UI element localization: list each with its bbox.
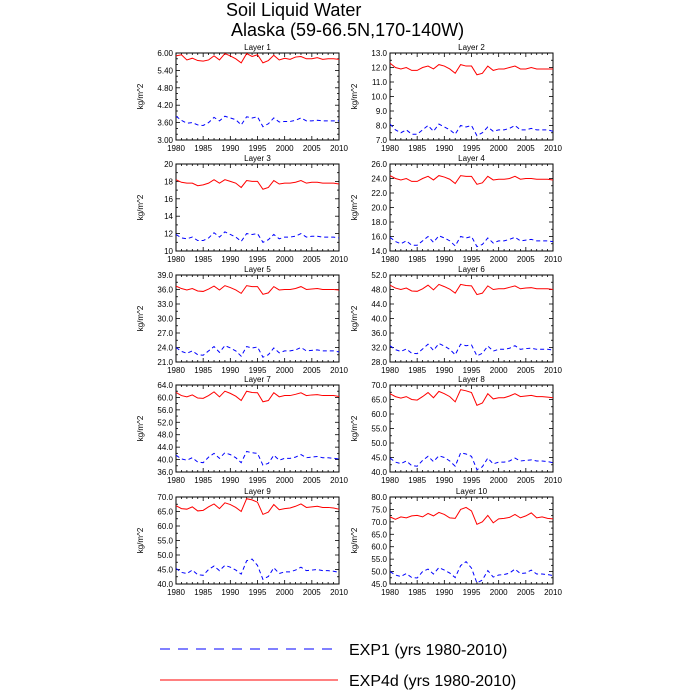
x-tick-label: 2010	[544, 255, 562, 264]
chart-panel	[350, 265, 562, 375]
figure-title: Soil Liquid Water	[226, 0, 362, 20]
y-tick-label: 10	[164, 247, 173, 256]
panel-title: Layer 4	[458, 154, 485, 163]
x-tick-label: 2005	[516, 144, 535, 153]
x-tick-label: 2000	[275, 476, 294, 485]
y-tick-label: 4.80	[157, 83, 173, 93]
series-line-exp4d	[176, 180, 339, 190]
y-tick-label: 3.60	[157, 118, 173, 128]
x-tick-label: 2005	[302, 588, 321, 597]
x-tick-label: 1985	[194, 366, 213, 375]
y-tick-label: 16.0	[371, 232, 387, 242]
y-tick-label: 28.0	[371, 358, 387, 367]
y-axis-label: kg/m^2	[136, 194, 145, 221]
y-tick-label: 40.0	[371, 468, 387, 477]
x-tick-label: 2005	[516, 588, 535, 597]
y-axis-label: kg/m^2	[350, 194, 359, 221]
y-axis-label: kg/m^2	[350, 415, 359, 442]
x-tick-label: 2005	[302, 144, 321, 153]
x-tick-label: 2000	[489, 588, 508, 597]
panel-title: Layer 7	[244, 375, 271, 384]
panel-title: Layer 9	[244, 487, 271, 496]
x-tick-label: 2005	[302, 255, 321, 264]
y-tick-label: 5.40	[157, 66, 173, 76]
x-tick-label: 1980	[167, 366, 185, 375]
panel-title: Layer 8	[458, 375, 485, 384]
y-tick-label: 56.0	[157, 405, 173, 415]
y-tick-label: 11.0	[372, 78, 387, 87]
y-tick-label: 24.0	[371, 174, 387, 184]
y-tick-label: 40.0	[157, 580, 173, 589]
y-tick-label: 50.0	[371, 439, 387, 448]
panel-title: Layer 6	[458, 265, 485, 274]
series-line-exp1	[176, 116, 339, 126]
y-tick-label: 44.0	[157, 443, 173, 453]
y-tick-label: 12.0	[371, 63, 387, 73]
chart-panel	[136, 487, 348, 597]
x-tick-label: 1990	[221, 144, 240, 153]
legend-label-exp1: EXP1 (yrs 1980-2010)	[349, 642, 508, 659]
y-tick-label: 45.0	[371, 580, 387, 589]
y-tick-label: 45.0	[157, 565, 173, 575]
x-tick-label: 1990	[435, 588, 454, 597]
plot-frame	[390, 385, 553, 472]
x-tick-label: 1980	[167, 588, 185, 597]
chart-panel	[136, 154, 348, 264]
panel-title: Layer 5	[244, 265, 271, 274]
y-tick-label: 14.0	[371, 247, 387, 256]
x-tick-label: 2010	[330, 366, 348, 375]
series-line-exp1	[176, 559, 339, 579]
series-line-exp1	[176, 451, 339, 465]
y-tick-label: 60.0	[371, 410, 387, 419]
series-line-exp4d	[390, 63, 553, 75]
y-tick-label: 39.0	[157, 271, 173, 280]
x-tick-label: 2000	[489, 366, 508, 375]
y-tick-label: 14	[164, 212, 173, 222]
series-line-exp4d	[390, 284, 553, 294]
x-tick-label: 2005	[302, 476, 321, 485]
y-tick-label: 48.0	[371, 285, 387, 295]
x-tick-label: 1980	[381, 476, 399, 485]
x-tick-label: 1995	[462, 588, 481, 597]
plot-frame	[176, 164, 339, 251]
y-tick-label: 80.0	[371, 493, 387, 502]
series-line-exp1	[390, 453, 553, 470]
x-tick-label: 2000	[275, 588, 294, 597]
y-tick-label: 26.0	[371, 160, 387, 169]
x-tick-label: 1985	[408, 588, 427, 597]
x-tick-label: 2000	[275, 255, 294, 264]
plot-frame	[176, 275, 339, 362]
x-tick-label: 2010	[330, 144, 348, 153]
x-tick-label: 1995	[462, 255, 481, 264]
x-tick-label: 1980	[381, 588, 399, 597]
chart-panel	[350, 43, 562, 153]
x-tick-label: 1990	[221, 588, 240, 597]
y-tick-label: 65.0	[371, 395, 387, 405]
x-tick-label: 2000	[489, 255, 508, 264]
y-tick-label: 75.0	[371, 505, 387, 515]
x-tick-label: 1980	[167, 144, 185, 153]
y-tick-label: 44.0	[371, 300, 387, 309]
y-tick-label: 55.0	[371, 555, 387, 565]
x-tick-label: 1985	[194, 144, 213, 153]
x-tick-label: 2010	[330, 255, 348, 264]
x-tick-label: 1995	[462, 144, 481, 153]
y-tick-label: 7.0	[375, 136, 387, 145]
x-tick-label: 1990	[435, 144, 454, 153]
x-tick-label: 1980	[167, 476, 185, 485]
y-tick-label: 50.0	[371, 567, 387, 577]
chart-panel	[136, 375, 348, 485]
x-tick-label: 2000	[275, 366, 294, 375]
series-line-exp1	[390, 236, 553, 247]
panel-title: Layer 2	[458, 43, 485, 52]
x-tick-label: 1980	[381, 255, 399, 264]
panel-title: Layer 3	[244, 154, 271, 163]
y-tick-label: 4.20	[157, 101, 173, 111]
plot-frame	[390, 497, 553, 584]
x-tick-label: 2000	[489, 476, 508, 485]
y-tick-label: 13.0	[371, 49, 387, 58]
y-tick-label: 27.0	[157, 329, 173, 338]
x-tick-label: 2005	[516, 366, 535, 375]
y-axis-label: kg/m^2	[136, 305, 145, 332]
y-tick-label: 50.0	[157, 551, 173, 560]
chart-panel	[136, 43, 348, 153]
y-tick-label: 36.0	[157, 468, 173, 477]
series-line-exp1	[176, 346, 339, 358]
y-tick-label: 48.0	[157, 430, 173, 440]
y-tick-label: 36.0	[371, 329, 387, 338]
y-tick-label: 8.0	[375, 121, 387, 131]
x-tick-label: 1980	[381, 366, 399, 375]
y-axis-label: kg/m^2	[136, 527, 145, 554]
y-tick-label: 18	[164, 177, 173, 187]
x-tick-label: 1995	[462, 366, 481, 375]
y-tick-label: 64.0	[157, 381, 173, 390]
y-tick-label: 52.0	[157, 418, 173, 428]
series-line-exp1	[390, 344, 553, 356]
x-tick-label: 1990	[435, 366, 454, 375]
y-tick-label: 55.0	[157, 536, 173, 546]
x-tick-label: 2010	[544, 366, 562, 375]
x-tick-label: 2010	[544, 144, 562, 153]
x-tick-label: 1990	[221, 255, 240, 264]
x-tick-label: 2000	[275, 144, 294, 153]
series-line-exp4d	[176, 391, 339, 402]
x-tick-label: 1995	[248, 255, 267, 264]
chart-panel	[350, 375, 562, 485]
x-tick-label: 1990	[221, 476, 240, 485]
x-tick-label: 2000	[489, 144, 508, 153]
series-line-exp4d	[390, 507, 553, 524]
series-line-exp1	[176, 232, 339, 242]
chart-panel	[136, 265, 348, 375]
x-tick-label: 1985	[408, 255, 427, 264]
y-tick-label: 20.0	[371, 203, 387, 213]
x-tick-label: 1990	[221, 366, 240, 375]
y-tick-label: 10.0	[371, 92, 387, 102]
series-line-exp4d	[176, 499, 339, 515]
chart-panel	[350, 487, 562, 597]
y-tick-label: 12	[164, 229, 173, 239]
y-tick-label: 60.0	[157, 522, 173, 531]
y-tick-label: 33.0	[157, 300, 173, 309]
series-line-exp4d	[176, 286, 339, 295]
y-axis-label: kg/m^2	[350, 83, 359, 110]
y-tick-label: 55.0	[371, 424, 387, 434]
y-tick-label: 36.0	[157, 285, 173, 295]
legend-label-exp4d: EXP4d (yrs 1980-2010)	[349, 673, 517, 690]
y-tick-label: 65.0	[371, 530, 387, 540]
y-tick-label: 32.0	[371, 343, 387, 353]
x-tick-label: 1985	[408, 476, 427, 485]
x-tick-label: 1995	[248, 588, 267, 597]
x-tick-label: 1995	[462, 476, 481, 485]
y-axis-label: kg/m^2	[136, 83, 145, 110]
y-tick-label: 60.0	[371, 542, 387, 552]
plot-frame	[176, 53, 339, 140]
x-tick-label: 1985	[194, 588, 213, 597]
x-tick-label: 1995	[248, 476, 267, 485]
x-tick-label: 1990	[435, 476, 454, 485]
series-line-exp1	[390, 124, 553, 136]
x-tick-label: 1995	[248, 366, 267, 375]
x-tick-label: 1985	[194, 476, 213, 485]
y-tick-label: 22.0	[371, 189, 387, 198]
x-tick-label: 2005	[516, 255, 535, 264]
y-tick-label: 30.0	[157, 314, 173, 324]
panel-title: Layer 1	[244, 43, 271, 52]
y-axis-label: kg/m^2	[136, 415, 145, 442]
y-tick-label: 24.0	[157, 343, 173, 353]
y-tick-label: 3.00	[157, 136, 173, 145]
x-tick-label: 1995	[248, 144, 267, 153]
y-tick-label: 70.0	[157, 493, 173, 502]
x-tick-label: 2010	[330, 588, 348, 597]
series-line-exp4d	[390, 176, 553, 185]
chart-panel	[350, 154, 562, 264]
y-axis-label: kg/m^2	[350, 527, 359, 554]
y-tick-label: 21.0	[157, 358, 173, 367]
y-tick-label: 16	[164, 194, 173, 204]
y-tick-label: 45.0	[371, 453, 387, 463]
x-tick-label: 1985	[408, 366, 427, 375]
y-tick-label: 60.0	[157, 393, 173, 403]
series-line-exp1	[390, 562, 553, 583]
x-tick-label: 2010	[544, 588, 562, 597]
x-tick-label: 1985	[194, 255, 213, 264]
y-tick-label: 70.0	[371, 517, 387, 527]
y-tick-label: 65.0	[157, 507, 173, 517]
y-tick-label: 6.00	[157, 49, 173, 58]
y-tick-label: 9.0	[375, 107, 387, 116]
y-axis-label: kg/m^2	[350, 305, 359, 332]
y-tick-label: 52.0	[371, 271, 387, 280]
x-tick-label: 2010	[544, 476, 562, 485]
y-tick-label: 20	[164, 160, 173, 169]
figure-subtitle: Alaska (59-66.5N,170-140W)	[231, 20, 465, 40]
y-tick-label: 40.0	[157, 455, 173, 465]
x-tick-label: 2005	[516, 476, 535, 485]
x-tick-label: 1990	[435, 255, 454, 264]
y-tick-label: 40.0	[371, 314, 387, 324]
series-line-exp4d	[176, 54, 339, 63]
plot-frame	[176, 497, 339, 584]
x-tick-label: 1985	[408, 144, 427, 153]
y-tick-label: 70.0	[371, 381, 387, 390]
x-tick-label: 2010	[330, 476, 348, 485]
x-tick-label: 1980	[167, 255, 185, 264]
y-tick-label: 18.0	[371, 218, 387, 227]
x-tick-label: 2005	[302, 366, 321, 375]
x-tick-label: 1980	[381, 144, 399, 153]
panel-title: Layer 10	[455, 487, 488, 496]
series-line-exp4d	[390, 390, 553, 406]
